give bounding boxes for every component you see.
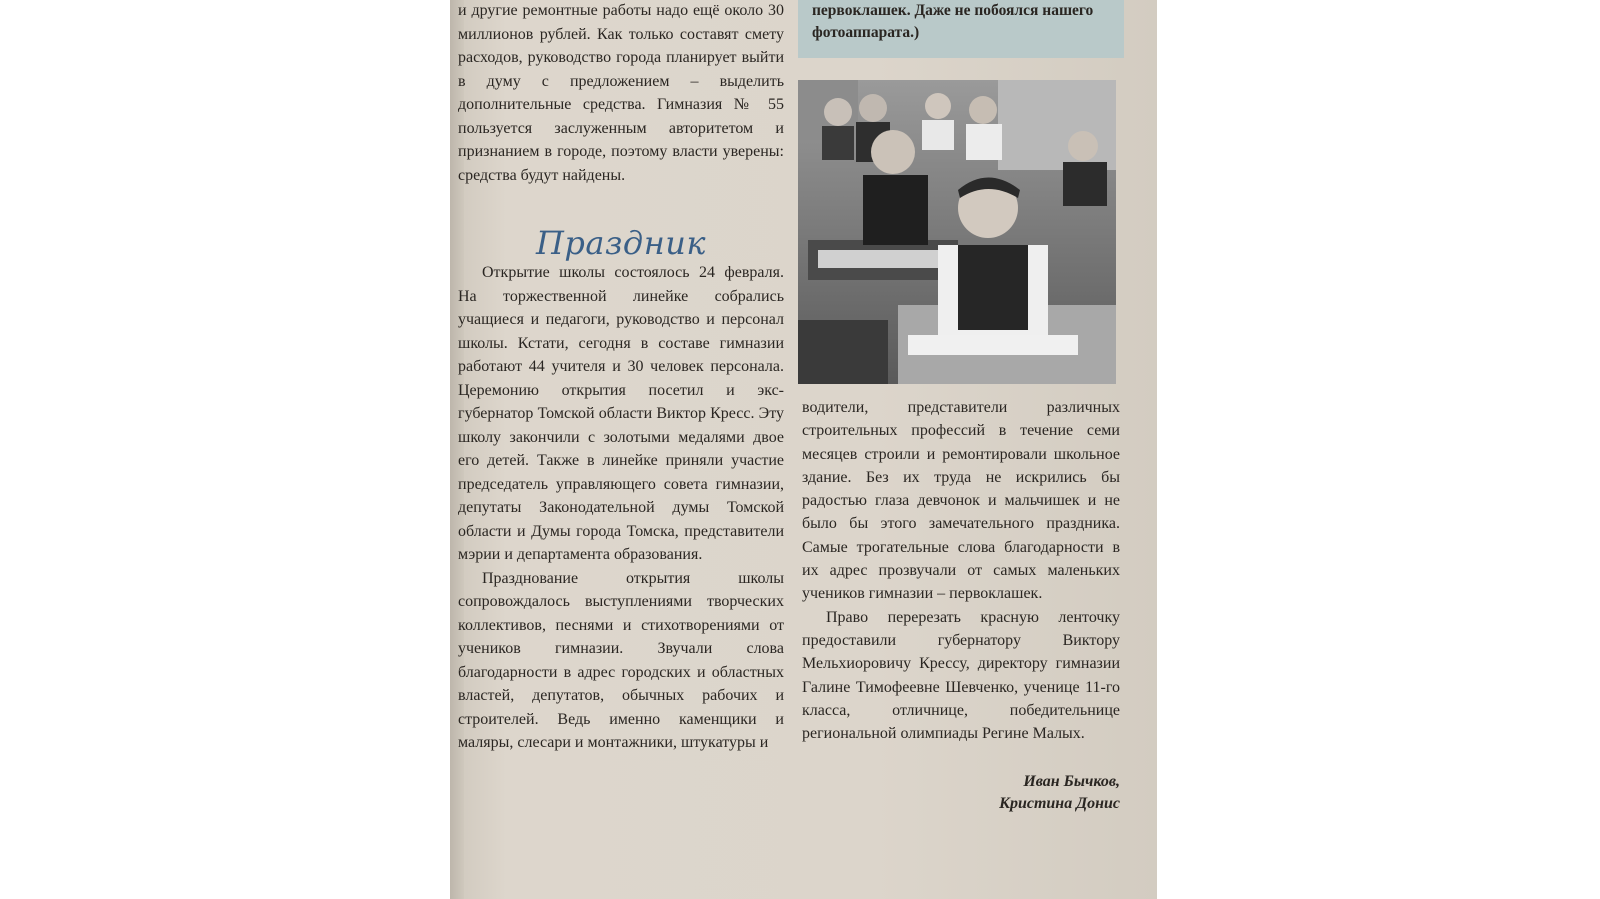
callout-text: первоклашек. Даже не побоялся нашего фотоаппарата.) xyxy=(812,2,1094,41)
ribbon-paragraph: Право перерезать красную ленточку предоставили губернатору Виктору Мельхиоровичу Крессу, директору гимназии Галине Тимофеевне Шевченко, ученице 11-го класса, отличнице, победительнице региональной олимпиады Регине Малых. xyxy=(802,608,1120,743)
classroom-photo-icon xyxy=(798,80,1116,384)
right-column xyxy=(802,396,1120,815)
intro-paragraph: и другие ремонтные работы надо ещё около 30 миллионов рублей. Как только составят смету расходов, руководство города планирует выйти в думу с предложением – выделить дополнительные средства. Гимназия № 55 пользуется заслуженным авторитетом и признанием в городе, поэтому власти уверены: средства будут найдены. xyxy=(458,2,784,184)
celebration-paragraph: Празднование открытия школы сопровождалось выступлениями творческих коллективов, песнями и стихотворениями от учеников гимназии. Звучали слова благодарности в адрес городских и областных властей, депутатов, обычных рабочих и строителей. Ведь именно каменщики и маляры, слесари и монтажники, штукатуры и xyxy=(458,569,784,751)
opening-paragraph: Открытие школы состоялось 24 февраля. На торжественной линейке собрались учащиеся и педагоги, руководство и персонал школы. Кстати, сегодня в составе гимназии работают 44 учителя и 30 человек персонала. Церемонию открытия посетил и экс-губернатор Томской области Виктор Кресс. Эту школу закончили с золотыми медалями двое его детей. Также в линейке приняли участие председатель управляющего совета гимназии, депутаты Законодательной думы Томской области и Думы города Томска, представители мэрии и департамента образования. xyxy=(458,264,784,563)
left-column xyxy=(458,0,784,899)
author-2: Кристина Донис xyxy=(999,795,1120,813)
author-1: Иван Бычков, xyxy=(1023,773,1120,791)
photo-caption-callout xyxy=(798,0,1124,58)
newspaper-page xyxy=(450,0,1157,899)
section-heading: Праздник xyxy=(536,224,706,262)
continued-paragraph: водители, представители различных строительных профессий в течение семи месяцев строили и ремонтировали школьное здание. Без их труда не искрились бы радостью глаза девчонок и мальчишек и не было бы этого замечательного праздника. Самые трогательные слова благодарности в их адрес прозвучали от самых маленьких учеников гимназии – первоклашек. xyxy=(802,399,1120,603)
classroom-photo xyxy=(798,80,1116,384)
author-signature xyxy=(802,771,1120,815)
